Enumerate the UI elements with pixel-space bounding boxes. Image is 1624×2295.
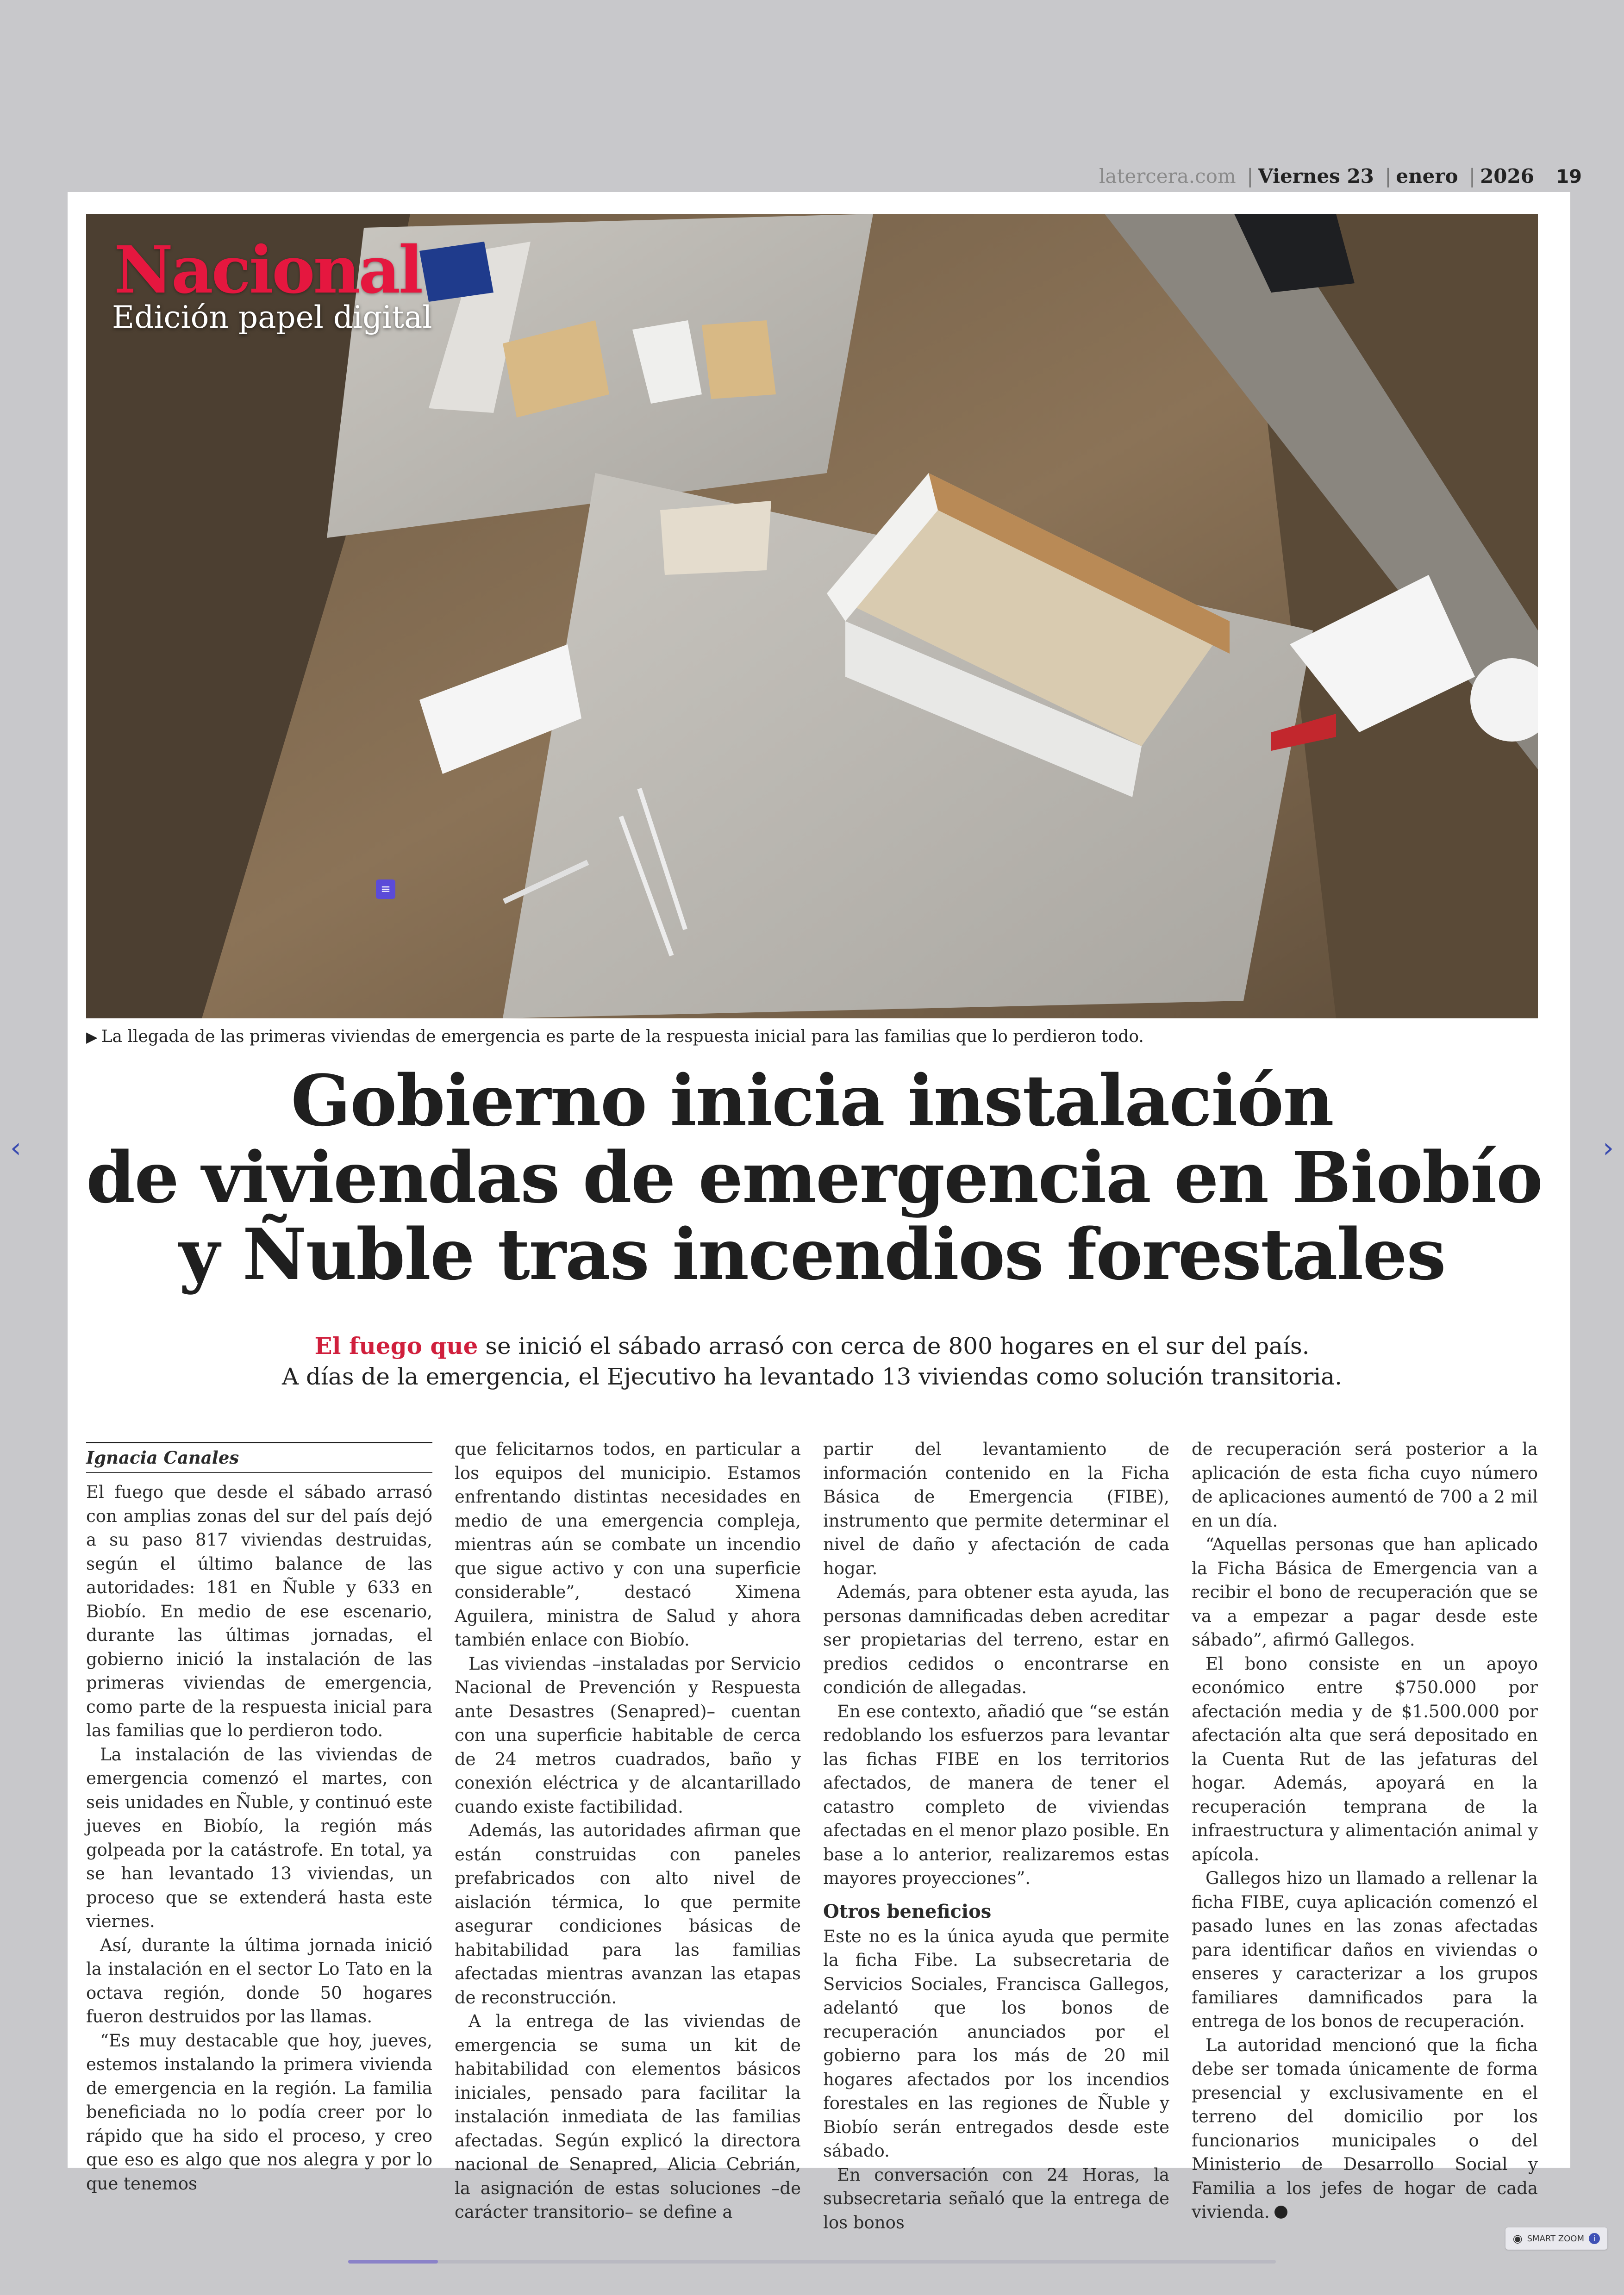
header-separator-3: | xyxy=(1468,165,1476,187)
header-separator: | xyxy=(1247,165,1254,187)
aerial-photo[interactable] xyxy=(86,214,1538,1018)
header-day: Viernes 23 xyxy=(1258,165,1374,187)
paragraph: de recuperación será posterior a la aplicación de esta ficha cuyo número de aplicaciones aumentó de 700 a 2 mil en un día. xyxy=(1192,1439,1538,1531)
paragraph: Además, para obtener esta ayuda, las personas damnificadas deben acreditar ser propietarias del terreno, estar en predios cedidos o encontrarse en condición de allegadas. xyxy=(823,1582,1169,1697)
paragraph: Además, las autoridades afirman que están construidas con paneles prefabricados con alto nivel de aislación térmica, lo que permite asegurar condiciones básicas de habitabilidad para las familias afectadas mientras avanzan las etapas de reconstrucción. xyxy=(455,1821,801,2008)
article-column-3 xyxy=(823,1437,1169,2234)
header-year: 2026 xyxy=(1480,165,1534,187)
byline: Ignacia Canales xyxy=(86,1442,432,1473)
header-separator-2: | xyxy=(1385,165,1392,187)
article-column-2 xyxy=(455,1437,801,2224)
paragraph: que felicitarnos todos, en particular a los equipos del municipio. Estamos enfrentando distintas necesidades en medio de una emergencia compleja, mientras aún se combate un incendio que sigue activo y con una superficie considerable”, destacó Ximena Aguilera, ministra de Salud y ahora también enlace con Biobío. xyxy=(455,1439,801,1650)
previous-page-button[interactable]: ‹ xyxy=(10,1132,21,1164)
paragraph-final xyxy=(1192,2033,1538,2224)
subheading: Otros beneficios xyxy=(823,1900,992,1922)
header-month: enero xyxy=(1396,165,1458,187)
headline-line-2: de viviendas de emergencia en Biobío xyxy=(86,1136,1543,1219)
newspaper-page xyxy=(68,192,1570,2233)
photo-caption xyxy=(86,1021,1538,1053)
caption-text: La llegada de las primeras viviendas de emergencia es parte de la respuesta inicial para las familias que lo perdieron todo. xyxy=(101,1027,1144,1046)
smart-zoom-label: SMART ZOOM xyxy=(1527,2233,1584,2244)
deck xyxy=(86,1331,1538,1392)
paragraph: A la entrega de las viviendas de emergencia se suma un kit de habitabilidad con elementos básicos iniciales, pensado para facilitar la instalación inmediata de las familias afectadas. Según explicó la directora nacional de Senapred, Alicia Cebrián, la asignación de estas soluciones –de carácter transitorio– se define a xyxy=(455,2011,801,2222)
header-site[interactable]: latercera.com xyxy=(1099,165,1236,187)
section-subtitle: Edición papel digital xyxy=(112,299,432,335)
headline xyxy=(86,1059,1543,1296)
article-column-4 xyxy=(1192,1437,1538,2224)
page-scrubber[interactable] xyxy=(348,2260,1276,2264)
paragraph: “Es muy destacable que hoy, jueves, estemos instalando la primera vivienda de emergencia en la región. La familia beneficiada no lo podía creer por lo rápido que ha sido el proceso, y creo que eso es algo que nos alegra y por lo que tenemos xyxy=(86,2030,432,2194)
paragraph: partir del levantamiento de información contenido en la Ficha Básica de Emergencia (FIBE), instrumento que permite determinar el nivel de daño y afectación de cada hogar. xyxy=(823,1439,1169,1578)
paragraph: Así, durante la última jornada inició la instalación en el sector Lo Tato en la octava región, donde 50 hogares fueron destruidos por las llamas. xyxy=(86,1935,432,2027)
paragraph-final-text: La autoridad mencionó que la ficha debe ser tomada únicamente de forma presencial y exclusivamente en el terreno del domicilio por los funcionarios municipales o del Ministerio de Desarrollo Social y Familia a los jefes de hogar de cada vivienda. xyxy=(1192,2035,1538,2222)
paragraph: “Aquellas personas que han aplicado la Ficha Básica de Emergencia van a recibir el bono de recuperación que se va a empezar a pagar desde este sábado”, afirmó Gallegos. xyxy=(1192,1534,1538,1650)
caption-arrow-icon: ▶ xyxy=(86,1028,98,1046)
note-icon[interactable]: ≡ xyxy=(376,879,395,899)
paragraph: En ese contexto, añadió que “se están redoblando los esfuerzos para levantar las fichas FIBE en los territorios afectados, de manera de tener el catastro completo de viviendas afectadas en el menor plazo posible. En base a lo anterior, realizaremos estas mayores proyecciones”. xyxy=(823,1701,1169,1888)
paragraph: En conversación con 24 Horas, la subsecretaria señaló que la entrega de los bonos xyxy=(823,2164,1169,2233)
section-title: Nacional xyxy=(114,232,422,308)
smart-zoom-button[interactable] xyxy=(1505,2227,1607,2250)
deck-line-1 xyxy=(86,1331,1538,1361)
article-column-1 xyxy=(86,1437,432,2195)
page-number: 19 xyxy=(1556,166,1582,187)
paragraph: Este no es la única ayuda que permite la ficha Fibe. La subsecretaria de Servicios Sociales, Francisca Gallegos, adelantó que los bonos de recuperación anunciados por el gobierno para los más de 20 mil hogares afectados por los incendios forestales en las regiones de Ñuble y Biobío serán entregados desde este sábado. xyxy=(823,1926,1169,2161)
paragraph: El fuego que desde el sábado arrasó con amplias zonas del sur del país dejó a su paso 817 viviendas destruidas, según el último balance de las autoridades: 181 en Ñuble y 633 en Biobío. En medio de ese escenario, durante las últimas jornadas, el gobierno inició la instalación de las primeras viviendas de emergencia, como parte de la respuesta inicial para las familias que lo perdieron todo. xyxy=(86,1482,432,1740)
info-icon[interactable]: i xyxy=(1589,2233,1600,2244)
headline-line-3: y Ñuble tras incendios forestales xyxy=(179,1213,1445,1296)
paragraph: La instalación de las viviendas de emergencia comenzó el martes, con seis unidades en Ñuble, y continuó este jueves en Biobío, la región más golpeada por la catástrofe. En total, ya se han levantado 13 viviendas, un proceso que se extenderá hasta este viernes. xyxy=(86,1744,432,1931)
paragraph: Las viviendas –instaladas por Servicio Nacional de Prevención y Respuesta ante Desastres (Senapred)– cuentan con una superficie habitable de cerca de 24 metros cuadrados, baño y conexión eléctrica y de alcantarillado cuando existe factibilidad. xyxy=(455,1653,801,1817)
viewer-top-area xyxy=(0,0,1624,157)
deck-lead: El fuego que xyxy=(314,1332,478,1360)
eye-icon: ◉ xyxy=(1512,2232,1523,2245)
headline-line-1: Gobierno inicia instalación xyxy=(291,1059,1333,1142)
paragraph: Gallegos hizo un llamado a rellenar la ficha FIBE, cuya aplicación comenzó el pasado lunes en las zonas afectadas para identificar daños en viviendas o enseres y caracterizar a los grupos familiares damnificados para la entrega de los bonos de recuperación. xyxy=(1192,1868,1538,2031)
page-scrubber-fill[interactable] xyxy=(348,2260,438,2264)
end-mark-icon xyxy=(1274,2206,1287,2219)
page-header xyxy=(1099,160,1582,193)
paragraph: El bono consiste en un apoyo económico entre $750.000 por afectación media y de $1.500.000 por afectación alta que será depositado en la Cuenta Rut de las jefaturas del hogar. Además, apoyará en la recuperación temprana de la infraestructura y alimentación animal y apícola. xyxy=(1192,1653,1538,1865)
deck-line-2: A días de la emergencia, el Ejecutivo ha levantado 13 viviendas como solución transitoria. xyxy=(282,1363,1342,1390)
next-page-button[interactable]: › xyxy=(1603,1132,1614,1164)
deck-line-1-rest: se inició el sábado arrasó con cerca de 800 hogares en el sur del país. xyxy=(478,1333,1310,1360)
